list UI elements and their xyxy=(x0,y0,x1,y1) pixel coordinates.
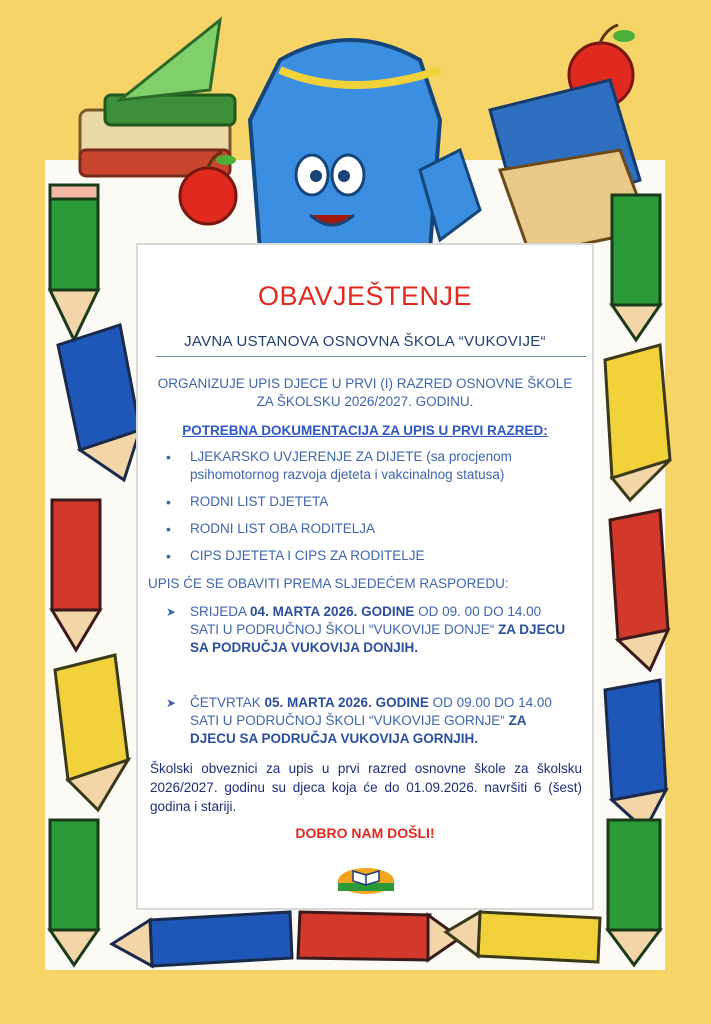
schedule-intro: UPIS ĆE SE OBAVITI PREMA SLJEDEĆEM RASPOREDU: xyxy=(148,576,509,591)
slot-date: 05. MARTA 2026. GODINE xyxy=(264,695,429,710)
triangle-ruler-illustration xyxy=(120,20,220,100)
list-item: • RODNI LIST OBA RODITELJA xyxy=(166,521,376,537)
intro-text: ORGANIZUJE UPIS DJECE U PRVI (I) RAZRED OSNOVNE ŠKOLE ZA ŠKOLSKU 2026/2027. GODINU. xyxy=(157,376,573,409)
bullet-icon: • xyxy=(166,494,171,510)
backpack-illustration xyxy=(250,40,480,265)
bullet-icon: • xyxy=(166,521,171,537)
bullet-icon: • xyxy=(166,548,171,564)
pencil-bottom-red-illustration xyxy=(298,912,460,960)
documents-heading: POTREBNA DOKUMENTACIJA ZA UPIS U PRVI RAZRED: xyxy=(182,423,548,438)
closing-paragraph: Školski obveznici za upis u prvi razred osnovne škole za školsku 2026/2027. godinu su djeca koja će do 01.09.2026. navršiti 6 (šest) godina i stariji. xyxy=(150,761,582,814)
slot-audience: ZA DJECU SA PODRUČJA VUKOVIJA GORNJIH. xyxy=(190,713,527,746)
schedule-slot xyxy=(166,603,566,657)
slot-date: 04. MARTA 2026. GODINE xyxy=(250,604,415,619)
school-name: JAVNA USTANOVA OSNOVNA ŠKOLA “VUKOVIJE“ xyxy=(184,333,546,350)
slot-day: SRIJEDA xyxy=(190,604,247,619)
list-item: • LJEKARSKO UVJERENJE ZA DIJETE (sa procjenom psihomotornog razvoja djeteta i vakcinalnog statusa) xyxy=(166,449,512,482)
documents-list xyxy=(166,448,576,574)
slot-time: OD 09.00 DO 14.00 SATI U PODRUČNOJ ŠKOLI “VUKOVIJE GORNJE“ xyxy=(190,695,552,728)
title-divider xyxy=(156,356,586,357)
slot-day: ČETVRTAK xyxy=(190,695,261,710)
arrow-icon: ➤ xyxy=(166,696,177,710)
slot-time: OD 09. 00 DO 14.00 SATI U PODRUČNOJ ŠKOLI “VUKOVIJE DONJE“ xyxy=(190,604,542,637)
list-item: • RODNI LIST DJETETA xyxy=(166,494,329,510)
slot-audience: ZA DJECU SA PODRUČJA VUKOVIJA DONJIH. xyxy=(190,622,566,655)
school-logo xyxy=(335,861,397,895)
notice-card xyxy=(136,243,594,910)
schedule-slot xyxy=(166,694,566,748)
arrow-icon: ➤ xyxy=(166,605,177,619)
notice-title: OBAVJEŠTENJE xyxy=(257,281,473,311)
bullet-icon: • xyxy=(166,449,171,465)
welcome-text: DOBRO NAM DOŠLI! xyxy=(295,825,435,841)
books-top-left-illustration xyxy=(80,95,235,176)
list-item: • CIPS DJETETA I CIPS ZA RODITELJE xyxy=(166,548,425,564)
